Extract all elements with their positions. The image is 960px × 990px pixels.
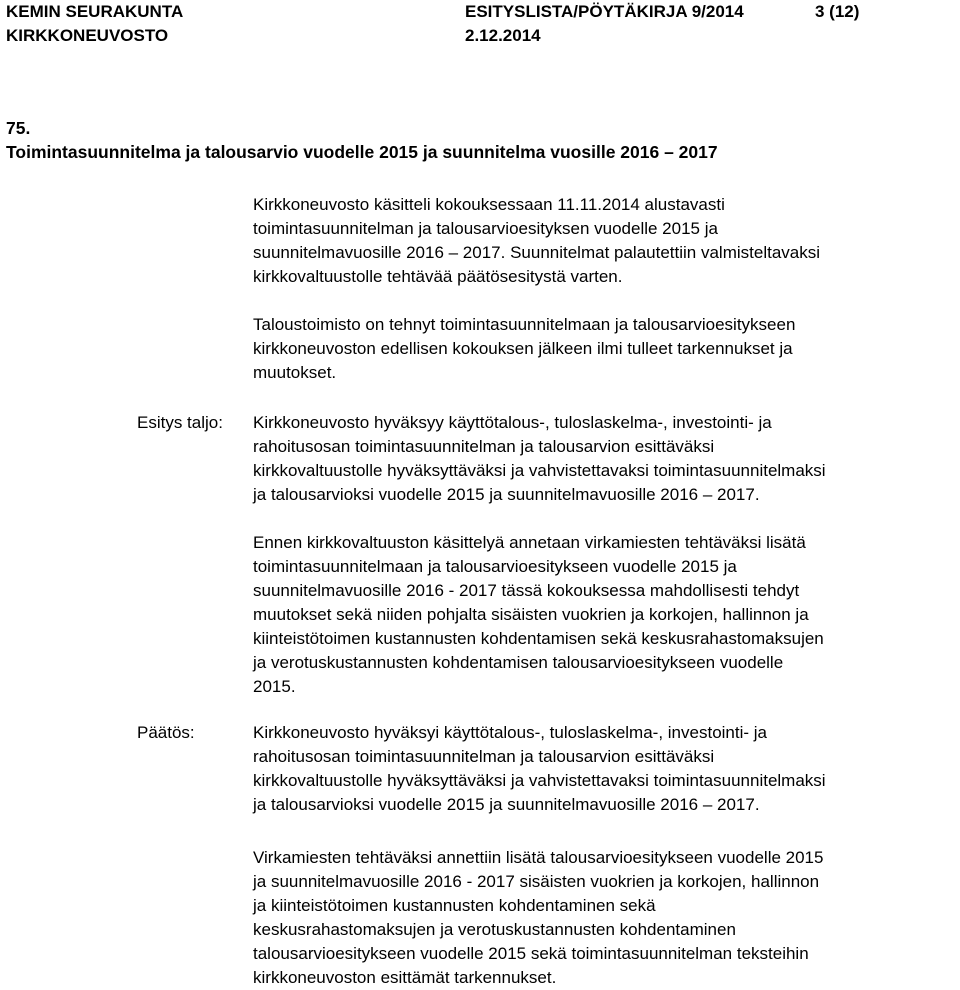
decision-paragraph: [253, 721, 960, 817]
org-name: KEMIN SEURAKUNTA: [6, 2, 184, 21]
text-line: muutokset.: [253, 363, 337, 382]
meeting-date: 2.12.2014: [465, 26, 541, 45]
text-line: Virkamiesten tehtäväksi annettiin lisätä talousarvioesitykseen vuodelle 2015: [253, 848, 824, 867]
text-line: 2015.: [253, 677, 296, 696]
text-line: Taloustoimisto on tehnyt toimintasuunnitelmaan ja talousarvioesitykseen: [253, 315, 796, 334]
text-line: rahoitusosan toimintasuunnitelman ja talousarvion esittäväksi: [253, 437, 715, 456]
proposal-note-paragraph: [253, 531, 960, 699]
page-number: 3 (12): [815, 2, 860, 21]
decision-label: Päätös:: [137, 723, 195, 742]
text-line: Kirkkoneuvosto hyväksyy käyttötalous-, tuloslaskelma-, investointi- ja: [253, 413, 772, 432]
text-line: kirkkovaltuustolle tehtävää päätösesitystä varten.: [253, 267, 623, 286]
intro-paragraph: [253, 193, 960, 289]
proposal-paragraph: [253, 411, 960, 507]
text-line: kiinteistötoimen kustannusten kohdentamisen sekä keskusrahastomaksujen: [253, 629, 824, 648]
section-number: 75.: [6, 118, 31, 138]
section-title: Toimintasuunnitelma ja talousarvio vuodelle 2015 ja suunnitelma vuosille 2016 – 2017: [6, 142, 718, 162]
text-line: kirkkoneuvoston esittämät tarkennukset.: [253, 968, 557, 987]
text-line: talousarvioesitykseen vuodelle 2015 sekä toimintasuunnitelman teksteihin: [253, 944, 809, 963]
doc-type: ESITYSLISTA/PÖYTÄKIRJA 9/2014: [465, 2, 744, 21]
proposal-label: Esitys taljo:: [137, 413, 223, 432]
text-line: ja verotuskustannusten kohdentamisen talousarvioesitykseen vuodelle: [253, 653, 784, 672]
text-line: suunnitelmavuosille 2016 - 2017 tässä kokouksessa mahdollisesti tehdyt: [253, 581, 800, 600]
text-line: kirkkovaltuustolle hyväksyttäväksi ja vahvistettavaksi toimintasuunnitelmaksi: [253, 771, 826, 790]
text-line: toimintasuunnitelman ja talousarvioesityksen vuodelle 2015 ja: [253, 219, 718, 238]
text-line: ja talousarvioksi vuodelle 2015 ja suunnitelmavuosille 2016 – 2017.: [253, 485, 760, 504]
finance-paragraph: [253, 313, 960, 385]
text-line: Kirkkoneuvosto käsitteli kokouksessaan 11.11.2014 alustavasti: [253, 195, 725, 214]
header-middle: [465, 0, 744, 48]
text-line: kirkkoneuvoston edellisen kokouksen jälkeen ilmi tulleet tarkennukset ja: [253, 339, 793, 358]
text-line: suunnitelmavuosille 2016 – 2017. Suunnitelmat palautettiin valmisteltavaksi: [253, 243, 821, 262]
text-line: ja kiinteistötoimen kustannusten kohdentaminen sekä: [253, 896, 656, 915]
text-line: Kirkkoneuvosto hyväksyi käyttötalous-, tuloslaskelma-, investointi- ja: [253, 723, 767, 742]
text-line: rahoitusosan toimintasuunnitelman ja talousarvion esittäväksi: [253, 747, 715, 766]
text-line: ja talousarvioksi vuodelle 2015 ja suunnitelmavuosille 2016 – 2017.: [253, 795, 760, 814]
section-heading: [6, 116, 718, 164]
text-line: toimintasuunnitelmaan ja talousarvioesitykseen vuodelle 2015 ja: [253, 557, 737, 576]
text-line: Ennen kirkkovaltuuston käsittelyä annetaan virkamiesten tehtäväksi lisätä: [253, 533, 806, 552]
decision-note-paragraph: [253, 846, 960, 990]
text-line: ja suunnitelmavuosille 2016 - 2017 sisäisten vuokrien ja korkojen, hallinnon: [253, 872, 820, 891]
text-line: kirkkovaltuustolle hyväksyttäväksi ja vahvistettavaksi toimintasuunnitelmaksi: [253, 461, 826, 480]
body-name: KIRKKONEUVOSTO: [6, 26, 169, 45]
text-line: keskusrahastomaksujen ja verotuskustannusten kohdentaminen: [253, 920, 736, 939]
header-left: [6, 0, 183, 48]
text-line: muutokset sekä niiden pohjalta sisäisten vuokrien ja korkojen, hallinnon ja: [253, 605, 809, 624]
header-right: [815, 0, 859, 24]
